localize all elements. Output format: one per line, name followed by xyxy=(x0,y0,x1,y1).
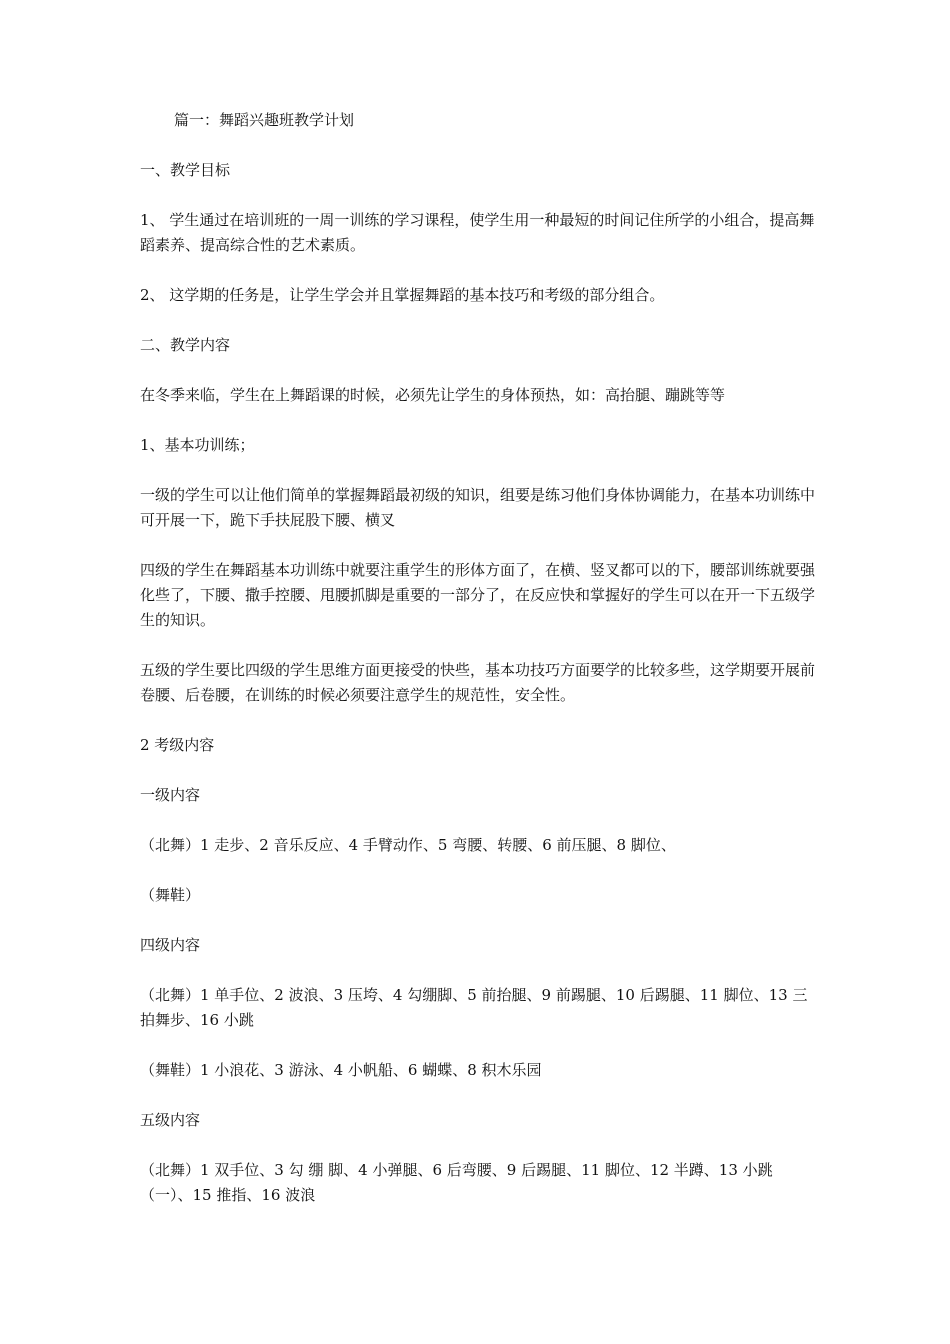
level-five-beiwu: （北舞）1 双手位、3 勾 绷 脚、4 小弹腿、6 后弯腰、9 后踢腿、11 脚位、12 半蹲、13 小跳（一）、15 推指、16 波浪 xyxy=(140,1161,773,1204)
level-one-wuxie: （舞鞋） xyxy=(140,886,201,904)
paragraph-level-one: 一级的学生可以让他们简单的掌握舞蹈最初级的知识，组要是练习他们身体协调能力，在基本功训练中可开展一下，跪下手扶屁股下腰、横叉 xyxy=(140,486,816,529)
heading-teaching-content: 二、教学内容 xyxy=(140,336,231,354)
level-one-beiwu: （北舞）1 走步、2 音乐反应、4 手臂动作、5 弯腰、转腰、6 前压腿、8 脚位、 xyxy=(140,836,676,854)
document-title: 篇一：舞蹈兴趣班教学计划 xyxy=(174,111,355,129)
subheading-exam-content: 2 考级内容 xyxy=(140,736,215,754)
heading-teaching-goals: 一、教学目标 xyxy=(140,161,231,179)
level-four-heading: 四级内容 xyxy=(140,936,201,954)
goal-item-1: 1、 学生通过在培训班的一周一训练的学习课程，使学生用一种最短的时间记住所学的小组合，提高舞蹈素养、提高综合性的艺术素质。 xyxy=(140,211,815,254)
level-five-heading: 五级内容 xyxy=(140,1111,201,1129)
level-four-wuxie: （舞鞋）1 小浪花、3 游泳、4 小帆船、6 蝴蝶、8 积木乐园 xyxy=(140,1061,542,1079)
paragraph-level-four: 四级的学生在舞蹈基本功训练中就要注重学生的形体方面了，在横、竖叉都可以的下，腰部训练就要强化些了，下腰、撒手控腰、甩腰抓脚是重要的一部分了，在反应快和掌握好的学生可以在开一下五级学生的知识。 xyxy=(140,561,816,629)
level-one-heading: 一级内容 xyxy=(140,786,201,804)
paragraph-level-five: 五级的学生要比四级的学生思维方面更接受的快些，基本功技巧方面要学的比较多些，这学期要开展前卷腰、后卷腰，在训练的时候必须要注意学生的规范性，安全性。 xyxy=(140,661,816,704)
level-four-beiwu: （北舞）1 单手位、2 波浪、3 压垮、4 勾绷脚、5 前抬腿、9 前踢腿、10 后踢腿、11 脚位、13 三拍舞步、16 小跳 xyxy=(140,986,808,1029)
subheading-basic-training: 1、基本功训练； xyxy=(140,436,255,454)
goal-item-2: 2、 这学期的任务是，让学生学会并且掌握舞蹈的基本技巧和考级的部分组合。 xyxy=(140,286,665,304)
document-page xyxy=(140,108,816,1208)
content-intro: 在冬季来临，学生在上舞蹈课的时候，必须先让学生的身体预热，如：高抬腿、蹦跳等等 xyxy=(140,386,726,404)
